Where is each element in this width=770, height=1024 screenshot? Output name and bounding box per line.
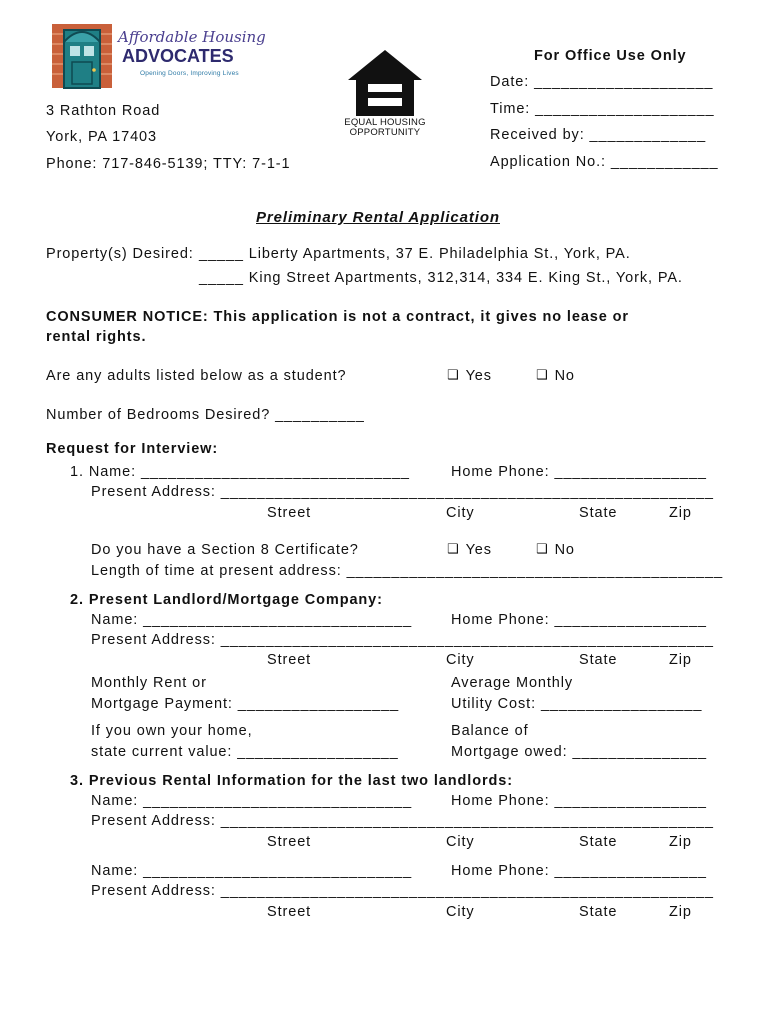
s1-name-field[interactable]: 1. Name: ______________________________ [70,464,410,480]
student-yes-label: Yes [465,368,492,384]
office-time-field[interactable]: Time: ____________________ [490,101,715,117]
consumer-notice-line2: rental rights. [46,329,147,345]
property-label: Property(s) Desired: [46,246,194,262]
s3a-present-address-field[interactable]: Present Address: _______________________________________________________ [91,813,714,829]
s3b-present-address-field[interactable]: Present Address: _______________________________________________________ [91,883,714,899]
utility-cost-field[interactable]: Utility Cost: __________________ [451,696,703,712]
logo-line2: ADVOCATES [122,46,234,66]
balance-label: Balance of [451,723,529,739]
s1-present-address-field[interactable]: Present Address: _______________________________________________________ [91,484,714,500]
s3-heading: 3. Previous Rental Information for the last two landlords: [70,773,513,789]
section8-yes-checkbox[interactable] [447,542,492,558]
avg-monthly-label: Average Monthly [451,675,574,691]
s3a-home-phone-field[interactable]: Home Phone: _________________ [451,793,707,809]
s2-state-label: State [579,652,618,668]
s3b-street-label: Street [267,904,312,920]
s3a-zip-label: Zip [669,834,692,850]
student-question: Are any adults listed below as a student? [46,368,347,384]
s1-home-phone-field[interactable]: Home Phone: _________________ [451,464,707,480]
s3a-city-label: City [446,834,475,850]
house-door-icon [50,20,122,92]
eho-text-line1: EQUAL HOUSING [344,117,426,128]
checkbox-icon: ❑ [447,368,460,383]
s3b-zip-label: Zip [669,904,692,920]
property-option-liberty[interactable]: _____ Liberty Apartments, 37 E. Philadelphia St., York, PA. [199,246,631,262]
s3a-street-label: Street [267,834,312,850]
s3a-state-label: State [579,834,618,850]
s3b-home-phone-field[interactable]: Home Phone: _________________ [451,863,707,879]
eho-text-line2: OPPORTUNITY [349,127,421,138]
s2-city-label: City [446,652,475,668]
property-option-king-street[interactable]: _____ King Street Apartments, 312,314, 334 E. King St., York, PA. [199,270,683,286]
mortgage-payment-field[interactable]: Mortgage Payment: __________________ [91,696,400,712]
form-title: Preliminary Rental Application [256,209,500,226]
section8-no-label: No [554,542,575,558]
section8-no-checkbox[interactable] [536,542,575,558]
logo-tagline: Opening Doors, Improving Lives [140,70,239,77]
org-city: York, PA 17403 [46,129,157,145]
s1-street-label: Street [267,505,312,521]
s2-present-address-field[interactable]: Present Address: _______________________________________________________ [91,632,714,648]
student-yes-checkbox[interactable] [447,368,492,384]
length-of-time-field[interactable]: Length of time at present address: __________________________________________ [91,563,724,579]
section8-question: Do you have a Section 8 Certificate? [91,542,359,558]
logo-line1: Affordable Housing [118,28,266,46]
s1-state-label: State [579,505,618,521]
section8-yes-label: Yes [465,542,492,558]
s2-home-phone-field[interactable]: Home Phone: _________________ [451,612,707,628]
office-date-field[interactable]: Date: ____________________ [490,74,714,90]
student-no-label: No [554,368,575,384]
checkbox-icon: ❑ [536,368,549,383]
s2-name-field[interactable]: Name: ______________________________ [91,612,413,628]
s3b-name-field[interactable]: Name: ______________________________ [91,863,413,879]
own-home-label: If you own your home, [91,723,253,739]
request-heading: Request for Interview: [46,441,219,457]
monthly-rent-label: Monthly Rent or [91,675,207,691]
org-street: 3 Rathton Road [46,103,161,119]
s3a-name-field[interactable]: Name: ______________________________ [91,793,413,809]
mortgage-owed-field[interactable]: Mortgage owed: _______________ [451,744,707,760]
org-phone: Phone: 717-846-5139; TTY: 7-1-1 [46,156,291,172]
s3b-state-label: State [579,904,618,920]
consumer-notice-line1: CONSUMER NOTICE: This application is not a contract, it gives no lease or [46,309,629,325]
bedrooms-field[interactable]: Number of Bedrooms Desired? __________ [46,407,365,423]
checkbox-icon: ❑ [536,542,549,557]
eho-text [344,118,426,138]
s2-street-label: Street [267,652,312,668]
checkbox-icon: ❑ [447,542,460,557]
s2-zip-label: Zip [669,652,692,668]
office-heading: For Office Use Only [534,48,687,64]
s2-heading: 2. Present Landlord/Mortgage Company: [70,592,383,608]
office-application-no-field[interactable]: Application No.: ____________ [490,154,719,170]
office-received-field[interactable]: Received by: _____________ [490,127,707,143]
s3b-city-label: City [446,904,475,920]
current-value-field[interactable]: state current value: __________________ [91,744,399,760]
s1-city-label: City [446,505,475,521]
s1-zip-label: Zip [669,505,692,521]
student-no-checkbox[interactable] [536,368,575,384]
